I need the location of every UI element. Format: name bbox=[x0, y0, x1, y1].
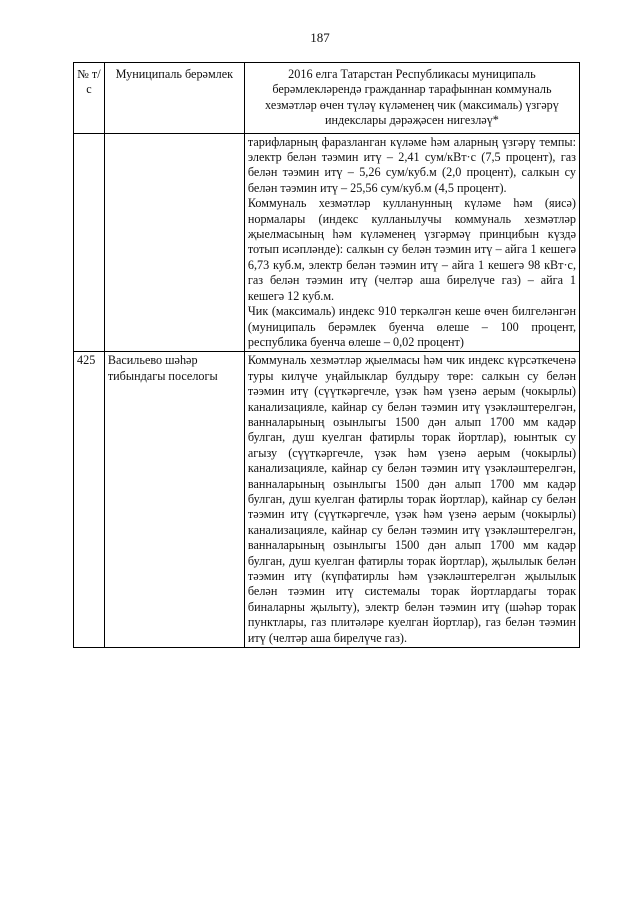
paragraph-consumption-norms: Коммуналь хезмәтләр кулланунның күләме һәм (яисә) нормалары (индекс кулланылучы коммуналь хезмәтләр җыелмасының һәм күләменең үзгәрмәү принцибын күздә тотып исәпләнде): салкын су белән тәэмин итү – айга 1 кешегә 6,73 куб.м, электр белән тәэмин итү – айга 1 кешегә 98 кВт·с, газ белән тәэмин итү (челтәр аша бирелүче газ) – айга 1 кешегә 12 куб.м. bbox=[247, 196, 576, 303]
services-description: Коммуналь хезмәтләр җыелмасы һәм чик индекс күрсәткеченә туры килүче уңайлыклар булдыру төре: салкын су белән тәэмин итү (сүүткәргечле, үзәк һәм үзенә аерым (чокырлы) канализацияле, кайнар су белән тәэмин итү үзәкләштерелгән, ванналарының озынлыгы 1500 дән алып 1700 мм кадәр булган, душ куелган фатирлы торак йортлар), юынтык су агызу (сүүткәргечле, үзәк һәм үзенә аерым (чокырлы) канализацияле, кайнар су белән тәэмин итү үзәкләштерелгән, ванналарының озынлыгы 1500 дән алып 1700 мм кадәр булган, душ куелган фатирлы торак йортлар), кайнар су белән тәэмин итү (сүүткәргечле, үзәк һәм үзенә аерым (чокырлы) канализацияле, кайнар су белән тәэмин итү үзәкләштерелгән, ванналарының озынлыгы 1500 дән алып 1700 мм кадәр булган, душ куелган фатирлы торак йортлар), җылылык белән тәэмин итү (күпфатирлы һәм үзәкләштерелгән җылылык белән тәэмин итү системалы торак йортлардагы торак биналарны җылыту), электр белән тәэмин итү (шәһәр торак пунктлары, газ плитәләре куелган йортлар), газ белән тәэмин итү (челтәр аша бирелүче газ). bbox=[247, 353, 576, 645]
paragraph-max-index: Чик (максималь) индекс 910 теркәлгән кеше өчен билгеләнгән (муниципаль берәмлек буенча өлеше – 100 процент, республика буенча өлеше – 0,02 процент) bbox=[247, 304, 576, 349]
table-row bbox=[74, 352, 580, 648]
row-continuation-number bbox=[74, 133, 105, 352]
table-row bbox=[74, 133, 580, 352]
header-municipality: Муниципаль берәмлек bbox=[104, 63, 244, 134]
row-number-text: 425 bbox=[77, 353, 96, 368]
row-continuation-municipality bbox=[104, 133, 244, 352]
row-425-municipality bbox=[104, 352, 244, 648]
row-425-number bbox=[74, 352, 105, 648]
header-number: № т/с bbox=[74, 63, 105, 134]
row-continuation-description bbox=[244, 133, 579, 352]
municipality-name: Васильево шәһәр тибындагы поселогы bbox=[107, 353, 218, 383]
page-number: 187 bbox=[310, 30, 330, 45]
row-425-description bbox=[244, 352, 579, 648]
municipal-index-table bbox=[73, 62, 580, 648]
table-header-row bbox=[74, 63, 580, 134]
paragraph-tariffs: тарифларның фаразланган күләме һәм аларның үзгәрү темпы: электр белән тәэмин итү – 2,41 сум/кВт·с (7,5 процент), газ белән тәэмин итү – 5,26 сум/куб.м (2,0 процент), салкын су белән тәэмин итү – 25,56 сум/куб.м (4,5 процент). bbox=[247, 134, 576, 195]
header-description: 2016 елга Татарстан Республикасы муниципаль берәмлекләрендә гражданнар тарафыннан коммуналь хезмәтләр өчен түләү күләменең чик (максималь) үзгәрү индекслары дәрәҗәсен нигезләү* bbox=[244, 63, 579, 134]
